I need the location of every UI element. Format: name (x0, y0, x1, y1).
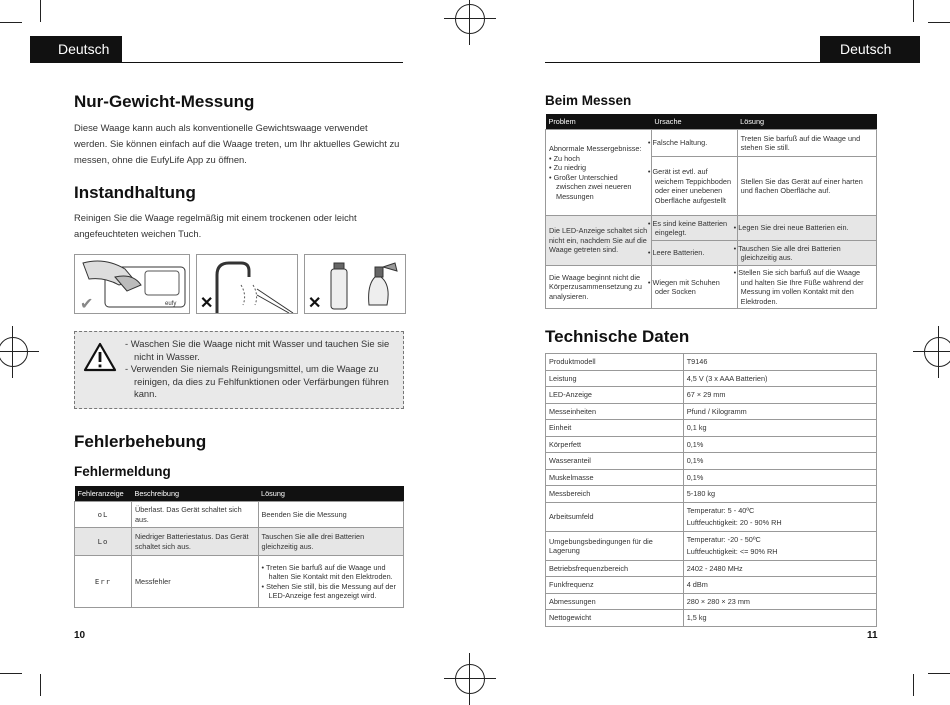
error-message-title: Fehlermeldung (74, 464, 171, 479)
spec-value-line: 0,1% (686, 439, 704, 449)
spec-row (546, 593, 877, 610)
spec-value-line: 280 × 280 × 23 mm (686, 596, 750, 606)
problem-cell: Die Waage beginnt nicht die Körperzusammensetzung zu analysieren. (546, 266, 652, 309)
spec-label: Funkfrequenz (546, 577, 684, 594)
spec-label: Muskelmasse (546, 469, 684, 486)
solution-cell: • Legen Sie drei neue Batterien ein. (737, 216, 876, 241)
spec-row (546, 370, 877, 387)
error-solution: Beenden Sie die Messung (258, 502, 403, 528)
column-header: Lösung (258, 486, 403, 502)
table-header-row (75, 486, 404, 502)
header-rule (122, 62, 403, 63)
solution-cell: Stellen Sie das Gerät auf einer harten und flachen Oberfläche auf. (737, 157, 876, 216)
spec-value-line: Temperatur: 5 - 40ºC (686, 505, 755, 515)
spec-value-line: 5-180 kg (686, 489, 716, 499)
cause-cell: • Gerät ist evtl. auf weichem Teppichboden oder einer unebenen Oberfläche aufgestellt (651, 157, 737, 216)
crop-mark (928, 673, 950, 674)
spec-label: Messeinheiten (546, 403, 684, 420)
spec-value-line: 67 × 29 mm (686, 390, 726, 400)
spec-row (546, 453, 877, 470)
spec-value (683, 370, 876, 387)
warning-item: - Waschen Sie die Waage nicht mit Wasser und tauchen Sie sie nicht in Wasser. (125, 338, 390, 362)
error-solution: Tauschen Sie alle drei Batterien gleichzeitig aus. (258, 528, 403, 556)
spec-label: Produktmodell (546, 354, 684, 371)
crop-mark (40, 0, 41, 22)
cause-cell: • Falsche Haltung. (651, 130, 737, 157)
error-solution (258, 556, 403, 608)
warning-triangle-icon (83, 342, 117, 372)
spec-value-line: 1,5 kg (686, 613, 707, 623)
registration-mark (455, 4, 485, 34)
spec-row (546, 560, 877, 577)
warning-list (125, 338, 397, 401)
table-header-row (546, 114, 877, 130)
registration-mark (924, 337, 950, 367)
check-icon: ✔ (80, 296, 94, 313)
spec-value (683, 436, 876, 453)
error-code: Lo (75, 528, 132, 556)
spec-value (683, 502, 876, 531)
language-label: Deutsch (58, 41, 110, 57)
header-rule (545, 62, 820, 63)
tech-specs-title: Technische Daten (545, 327, 690, 346)
registration-mark (455, 664, 485, 694)
cross-icon: ✕ (200, 295, 214, 312)
warning-box (74, 331, 404, 409)
table-row (75, 528, 404, 556)
specs-table (545, 353, 877, 627)
spec-row (546, 577, 877, 594)
spec-row (546, 486, 877, 503)
spec-value-line: Luftfeuchtigkeit: <= 90% RH (686, 546, 778, 556)
spec-value-line: T9146 (686, 357, 708, 367)
page-number: 11 (867, 630, 878, 641)
solution-cell: • Tauschen Sie alle drei Batterien gleichzeitig aus. (737, 241, 876, 266)
problem-text: Abnormale Messergebnisse: (549, 144, 642, 153)
spec-value-line: 4 dBm (686, 580, 708, 590)
table-row (546, 130, 877, 157)
cause-cell: • Leere Batterien. (651, 241, 737, 266)
spec-value (683, 354, 876, 371)
table-row (546, 266, 877, 309)
spec-row (546, 469, 877, 486)
spec-value (683, 577, 876, 594)
spec-label: Abmessungen (546, 593, 684, 610)
maintenance-text: Reinigen Sie die Waage regelmäßig mit einem trockenen oder leicht angefeuchteten weichen Tuch. (74, 212, 357, 239)
problem-cell: Die LED-Anzeige schaltet sich nicht ein, nachdem Sie auf die Waage getreten sind. (546, 216, 652, 266)
maintenance-title: Instandhaltung (74, 183, 196, 202)
spec-row (546, 420, 877, 437)
spec-row (546, 502, 877, 531)
spec-value (683, 486, 876, 503)
table-row (75, 502, 404, 528)
spec-value (683, 453, 876, 470)
spec-label: LED-Anzeige (546, 387, 684, 404)
svg-text:eufy: eufy (165, 301, 177, 307)
spec-value-line: 0,1% (686, 456, 704, 466)
spec-value-line: Luftfeuchtigkeit: 20 - 90% RH (686, 517, 782, 527)
spec-value (683, 560, 876, 577)
spec-row (546, 354, 877, 371)
problem-item: • Zu niedrig (549, 163, 587, 172)
spec-value-line: 4,5 V (3 x AAA Batterien) (686, 373, 768, 383)
cause-cell: • Es sind keine Batterien eingelegt. (651, 216, 737, 241)
troubleshooting-title: Fehlerbehebung (74, 432, 207, 451)
column-header: Lösung (737, 114, 876, 130)
spec-value-line: Pfund / Kilogramm (686, 406, 747, 416)
error-code: oL (75, 502, 132, 528)
column-header: Fehleranzeige (75, 486, 132, 502)
spec-label: Einheit (546, 420, 684, 437)
spec-row (546, 531, 877, 560)
crop-mark (913, 674, 914, 696)
weight-only-title: Nur-Gewicht-Messung (74, 92, 255, 111)
cross-icon: ✕ (308, 295, 322, 312)
solution-cell: • Stellen Sie sich barfuß auf die Waage und halten Sie Ihre Füße während der Messung im vollen Kontakt mit den Elektroden. (737, 266, 876, 309)
warning-item: - Verwenden Sie niemals Reinigungsmittel, um die Waage zu reinigen, da dies zu Fehlfunktionen oder Verfärbungen führen kann. (125, 363, 389, 399)
error-description: Überlast. Das Gerät schaltet sich aus. (131, 502, 258, 528)
column-header: Ursache (651, 114, 737, 130)
spec-label: Körperfett (546, 436, 684, 453)
cause-cell: • Wiegen mit Schuhen oder Socken (651, 266, 737, 309)
crop-mark (928, 22, 950, 23)
problem-cell (546, 130, 652, 216)
spec-label: Wasseranteil (546, 453, 684, 470)
spec-label: Leistung (546, 370, 684, 387)
spec-label: Umgebungsbedingungen für die Lagerung (546, 531, 684, 560)
table-row (546, 216, 877, 241)
spec-value-line: Temperatur: -20 - 50ºC (686, 534, 761, 544)
spec-value-line: 0,1 kg (686, 423, 707, 433)
registration-mark (0, 337, 28, 367)
table-row (75, 556, 404, 608)
error-code: Err (75, 556, 132, 608)
spec-value (683, 403, 876, 420)
column-header: Problem (546, 114, 652, 130)
problem-item: • Großer Unterschied zwischen zwei neueren Messungen (549, 172, 632, 201)
crop-mark (40, 674, 41, 696)
measuring-table (545, 114, 877, 309)
error-table (74, 486, 404, 608)
spec-label: Nettogewicht (546, 610, 684, 627)
spec-value-line: 2402 - 2480 MHz (686, 563, 743, 573)
error-description: Niedriger Batteriestatus. Das Gerät schaltet sich aus. (131, 528, 258, 556)
spec-row (546, 387, 877, 404)
solution-item: • Treten Sie barfuß auf die Waage und halten Sie Kontakt mit den Elektroden. (261, 562, 393, 581)
page-number: 10 (74, 630, 86, 641)
spec-row (546, 610, 877, 627)
measuring-title: Beim Messen (545, 93, 632, 108)
spec-label: Arbeitsumfeld (546, 502, 684, 531)
spec-row (546, 436, 877, 453)
crop-mark (913, 0, 914, 22)
spec-value (683, 531, 876, 560)
crop-mark (0, 22, 22, 23)
language-tab (30, 36, 122, 63)
solution-cell: Treten Sie barfuß auf die Waage und stehen Sie still. (737, 130, 876, 157)
spec-value (683, 469, 876, 486)
problem-item: • Zu hoch (549, 153, 580, 163)
spec-value (683, 420, 876, 437)
crop-mark (0, 673, 22, 674)
column-header: Beschreibung (131, 486, 258, 502)
error-description: Messfehler (131, 556, 258, 608)
spec-value (683, 593, 876, 610)
language-label: Deutsch (840, 41, 892, 57)
spec-label: Betriebsfrequenzbereich (546, 560, 684, 577)
language-tab (820, 36, 920, 63)
spec-value-line: 0,1% (686, 472, 704, 482)
spec-label: Messbereich (546, 486, 684, 503)
solution-item: • Stehen Sie still, bis die Messung auf der LED-Anzeige fest angezeigt wird. (261, 581, 396, 600)
weight-only-text: Diese Waage kann auch als konventionelle Gewichtswaage verwendet werden. Sie können einfach auf die Waage treten, um Ihr aktuelles Gewicht zu messen, ohne die EufyLife App zu öffnen. (74, 122, 400, 165)
spec-value (683, 387, 876, 404)
spec-row (546, 403, 877, 420)
spec-value (683, 610, 876, 627)
